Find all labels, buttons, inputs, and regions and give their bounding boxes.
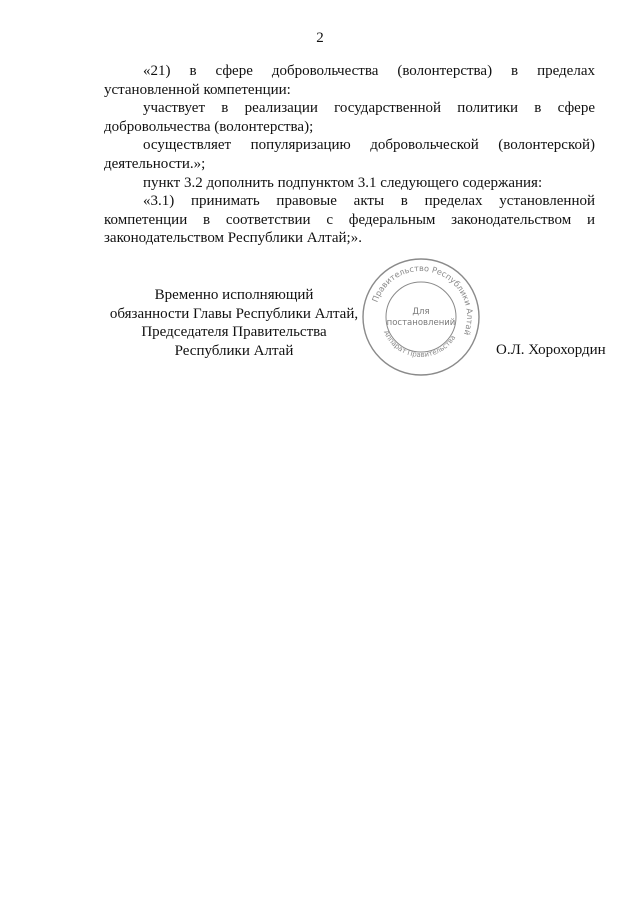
- signature-title-line: обязанности Главы Республики Алтай,: [109, 305, 359, 322]
- seal-bottom-text: Аппарат Правительства: [381, 329, 458, 360]
- paragraph-volunteering-clause: «21) в сфере добровольчества (волонтерства) в пределах установленной компетенции:: [104, 63, 595, 98]
- seal-center-line: постановлений: [386, 318, 456, 328]
- paragraph-state-policy: участвует в реализации государственной политики в сфере добровольчества (волонтерства);: [104, 100, 595, 135]
- page-number: 2: [316, 30, 324, 46]
- seal-center-text: [360, 307, 482, 329]
- signature-title: [104, 286, 364, 360]
- signature-title-line: Председателя Правительства: [141, 324, 327, 341]
- document-body: [104, 62, 595, 248]
- paragraph-popularization: осуществляет популяризацию добровольческой (волонтерской) деятельности.»;: [104, 137, 595, 172]
- seal-ring-text: Правительство Республики Алтай: [369, 262, 476, 337]
- signature-title-line: Временно исполняющий: [154, 287, 314, 303]
- paragraph-legal-acts: «3.1) принимать правовые акты в пределах установленной компетенции в соответствии с федеральным законодательством и законодательством Республики Алтай;».: [104, 193, 595, 247]
- paragraph-amend-point: пункт 3.2 дополнить подпунктом 3.1 следующего содержания:: [143, 174, 543, 191]
- seal-center-line: Для: [412, 307, 430, 317]
- signature-title-line: Республики Алтай: [174, 342, 294, 359]
- signatory-name: О.Л. Хорохордин: [496, 342, 606, 358]
